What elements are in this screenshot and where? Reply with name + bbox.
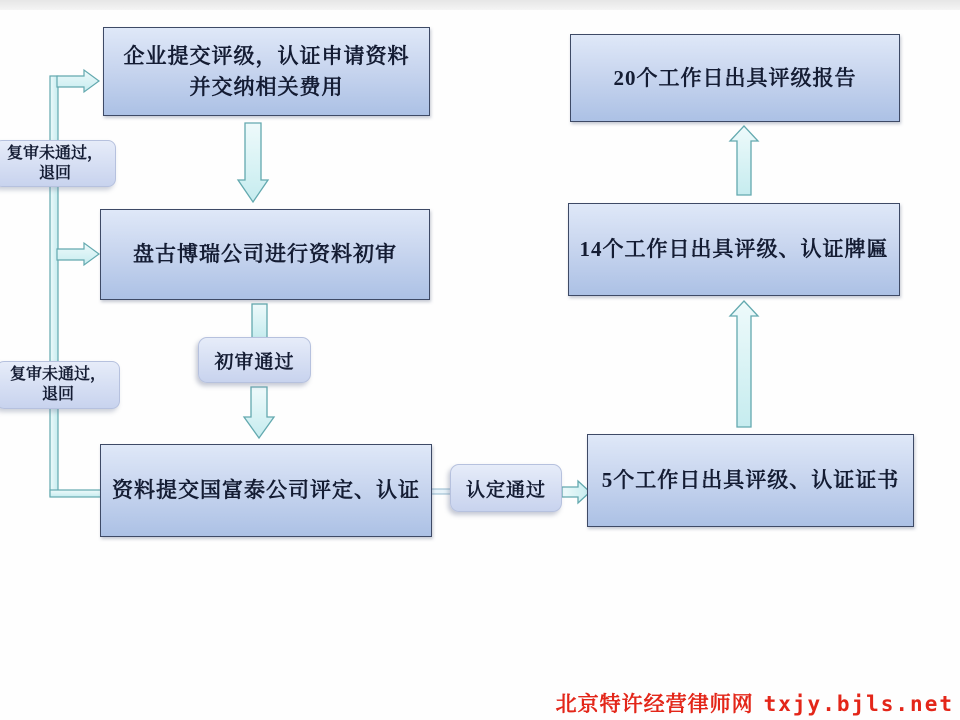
- label-return-bottom-line2: 退回: [41, 386, 74, 403]
- connector-return-from-evaluation: [50, 490, 103, 497]
- connector-evaluation-to-determination: [431, 489, 451, 494]
- node-cert-5-days: 5个工作日出具评级、认证证书: [587, 434, 914, 527]
- label-return-top-line1: 复审未通过，: [6, 144, 103, 162]
- arrow-pass-to-evaluation: [244, 387, 274, 438]
- node-evaluation: 资料提交国富泰公司评定、认证: [100, 444, 432, 537]
- watermark: [556, 688, 954, 718]
- label-return-bottom-line1: 复审未通过，: [9, 366, 106, 383]
- watermark-url: txjy.bjls.net: [763, 692, 954, 716]
- node-initial-pass: 初审通过: [198, 337, 311, 383]
- label-return-bottom: [0, 361, 120, 409]
- arrow-plaque-to-report: [730, 126, 758, 195]
- arrow-cert-to-plaque: [730, 301, 758, 427]
- arrow-return-to-initial-review: [57, 243, 99, 265]
- arrow-return-to-submit: [57, 70, 99, 92]
- node-initial-review: 盘古博瑞公司进行资料初审: [100, 209, 430, 300]
- watermark-site-name: 北京特许经营律师网: [555, 693, 754, 716]
- label-return-top: [0, 140, 116, 187]
- node-determination-pass: 认定通过: [450, 464, 562, 512]
- label-return-top-line2: 退回: [38, 164, 71, 182]
- node-plaque-14-days: 14个工作日出具评级、认证牌匾: [568, 203, 900, 296]
- arrow-determination-to-cert: [562, 481, 590, 503]
- connector-return-vertical: [50, 76, 58, 496]
- connector-initial-review-to-pass: [252, 304, 267, 338]
- node-report-20-days: 20个工作日出具评级报告: [570, 34, 900, 122]
- node-submit-materials: 企业提交评级，认证申请资料并交纳相关费用: [103, 27, 430, 116]
- arrow-submit-to-initial-review: [238, 123, 268, 202]
